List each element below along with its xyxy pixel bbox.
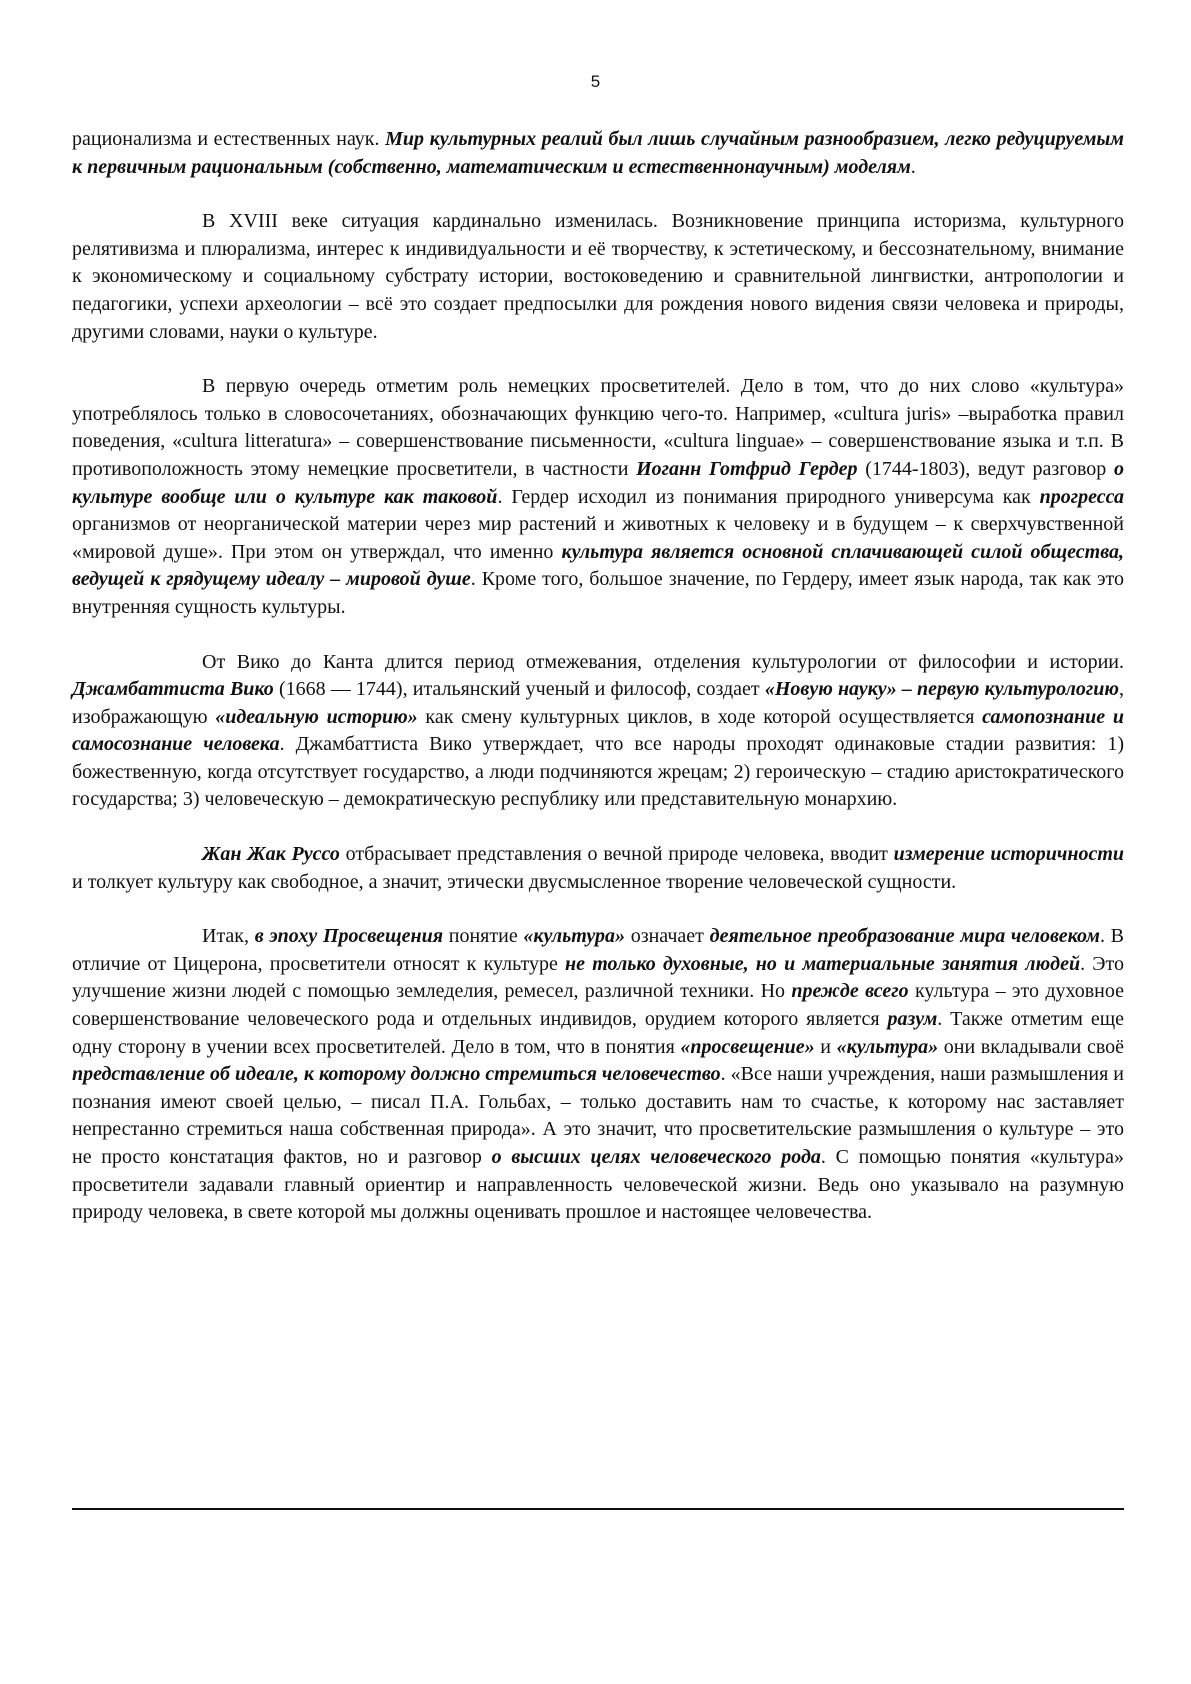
text-run: культура – это духовное совершенствование человеческого рода и отдельных индивидов, орудием которого является bbox=[72, 980, 1124, 1031]
text-run: Итак, bbox=[202, 925, 255, 948]
text-run: как смену культурных циклов, в ходе которой осуществляется bbox=[417, 705, 983, 728]
paragraph bbox=[72, 126, 1124, 181]
emphasis-text: прежде всего bbox=[791, 980, 909, 1003]
emphasis-text: культура является основной сплачивающей силой общества, ведущей к грядущему идеалу – мировой душе bbox=[72, 540, 1125, 591]
text-run: они вкладывали своё bbox=[938, 1035, 1125, 1058]
text-run: . Также отметим еще одну сторону в учении всех просветителей. Дело в том, что в понятия bbox=[72, 1008, 1124, 1058]
text-run: . Это улучшение жизни людей с помощью земледелия, ремесел, различной техники. Но bbox=[72, 952, 1124, 1003]
text-run: . Гердер исходил из понимания природного универсума как bbox=[497, 485, 1040, 508]
emphasis-text: измерение историчности bbox=[893, 843, 1125, 866]
emphasis-text: о культуре вообще или о культуре как таковой bbox=[72, 457, 1124, 508]
text-run: . В отличие от Цицерона, просветители относят к культуре bbox=[72, 925, 1124, 975]
emphasis-text: «просвещение» bbox=[680, 1035, 815, 1058]
footnote-separator-line bbox=[72, 1508, 1124, 1510]
emphasis-text: «Новую науку» – первую культурологию bbox=[764, 678, 1119, 701]
paragraph bbox=[72, 208, 1124, 346]
body-text bbox=[72, 126, 1124, 1254]
emphasis-text: «культура» bbox=[523, 925, 625, 948]
emphasis-text: Мир культурных реалий был лишь случайным разнообразием, легко редуцируемым к первичным рациональным (собственно, математическим и естественнонаучным) моделям bbox=[72, 128, 1124, 178]
paragraph bbox=[72, 923, 1124, 1227]
text-run: (1668 — 1744), итальянский ученый и философ, создает bbox=[273, 678, 765, 701]
text-run: . Джамбаттиста Вико утверждает, что все народы проходят одинаковые стадии развития: 1) божественную, когда отсутствует государство, а люди подчиняются жрецам; 2) героическую – стадию аристократического государства; 3) человеческую – демократическую республику или представительную монархию. bbox=[72, 733, 1124, 811]
emphasis-text: деятельное преобразование мира человеком bbox=[709, 925, 1100, 948]
text-run: (1744-1803), ведут разговор bbox=[857, 457, 1114, 480]
emphasis-text: Иоганн Готфрид Гердер bbox=[636, 457, 858, 480]
text-run: . bbox=[910, 155, 916, 178]
emphasis-text: не только духовные, но и материальные занятия людей bbox=[565, 952, 1081, 975]
paragraph bbox=[72, 373, 1124, 621]
emphasis-text: «культура» bbox=[836, 1035, 939, 1058]
text-run: понятие bbox=[443, 925, 524, 948]
text-run: и bbox=[814, 1035, 837, 1058]
paragraph bbox=[72, 649, 1124, 815]
text-run: В первую очередь отметим роль немецких просветителей. Дело в том, что до них слово «культура» употреблялось только в словосочетаниях, обозначающих функцию чего-то. Например, «cultura juris» –выработка правил поведения, «cultura litteratura» – совершенствование письменности, «cultura linguae» – совершенствование языка и т.п. В противоположность этому немецкие просветители, в частности bbox=[72, 375, 1124, 480]
text-run: означает bbox=[624, 925, 710, 948]
text-run: . С помощью понятия «культура» просветители задавали главный ориентир и направленность человеческой жизни. Ведь оно указывало на разумную природу человека, в свете которой мы должны оценивать прошлое и настоящее человечества. bbox=[72, 1146, 1125, 1224]
emphasis-text: о высших целях человеческого рода bbox=[491, 1146, 821, 1168]
emphasis-text: в эпоху Просвещения bbox=[254, 925, 444, 948]
text-run: организмов от неорганической материи через мир растений и животных к человеку и в будущем – к сверхчувственной «мировой душе». При этом он утверждал, что именно bbox=[72, 513, 1124, 563]
emphasis-text: представление об идеале, к которому должно стремиться человечество bbox=[72, 1063, 721, 1086]
text-run: . Кроме того, большое значение, по Гердеру, имеет язык народа, так как это внутренняя сущность культуры. bbox=[72, 568, 1124, 618]
emphasis-text: разум bbox=[887, 1008, 938, 1031]
text-run: . «Все наши учреждения, наши размышления и познания имеют своей целью, – писал П.А. Гольбах, – только доставить нам то счастье, к которому нас заставляет непрестанно стремиться наша собственная природа». А это значит, что просветительские размышления о культуре – это не просто констатация фактов, но и разговор bbox=[72, 1063, 1124, 1168]
emphasis-text: Жан Жак Руссо bbox=[202, 843, 340, 866]
emphasis-text: самопознание и самосознание человека bbox=[72, 705, 1124, 756]
emphasis-text: Джамбаттиста Вико bbox=[72, 678, 274, 701]
text-run: От Вико до Канта длится период отмежевания, отделения культурологии от философии и истории. bbox=[202, 650, 1124, 673]
text-run: рационализма и естественных наук. bbox=[72, 128, 386, 150]
paragraph bbox=[72, 841, 1124, 896]
emphasis-text: прогресса bbox=[1039, 485, 1124, 508]
emphasis-text: «идеальную историю» bbox=[215, 705, 418, 728]
text-run: отбрасывает представления о вечной природе человека, вводит bbox=[339, 843, 894, 866]
page-number: 5 bbox=[590, 72, 601, 91]
text-run: и толкует культуру как свободное, а значит, этически двусмысленное творение человеческой сущности. bbox=[72, 870, 957, 893]
text-run: , изображающую bbox=[72, 678, 1124, 728]
text-run: В XVIII веке ситуация кардинально изменилась. Возникновение принципа историзма, культурного релятивизма и плюрализма, интерес к индивидуальности и её творчеству, к эстетическому, и бессознательному, внимание к экономическому и социальному субстрату истории, востоковедению и сравнительной лингвистки, антропологии и педагогики, успехи археологии – всё это создает предпосылки для рождения нового видения связи человека и природы, другими словами, науки о культуре. bbox=[72, 210, 1124, 343]
